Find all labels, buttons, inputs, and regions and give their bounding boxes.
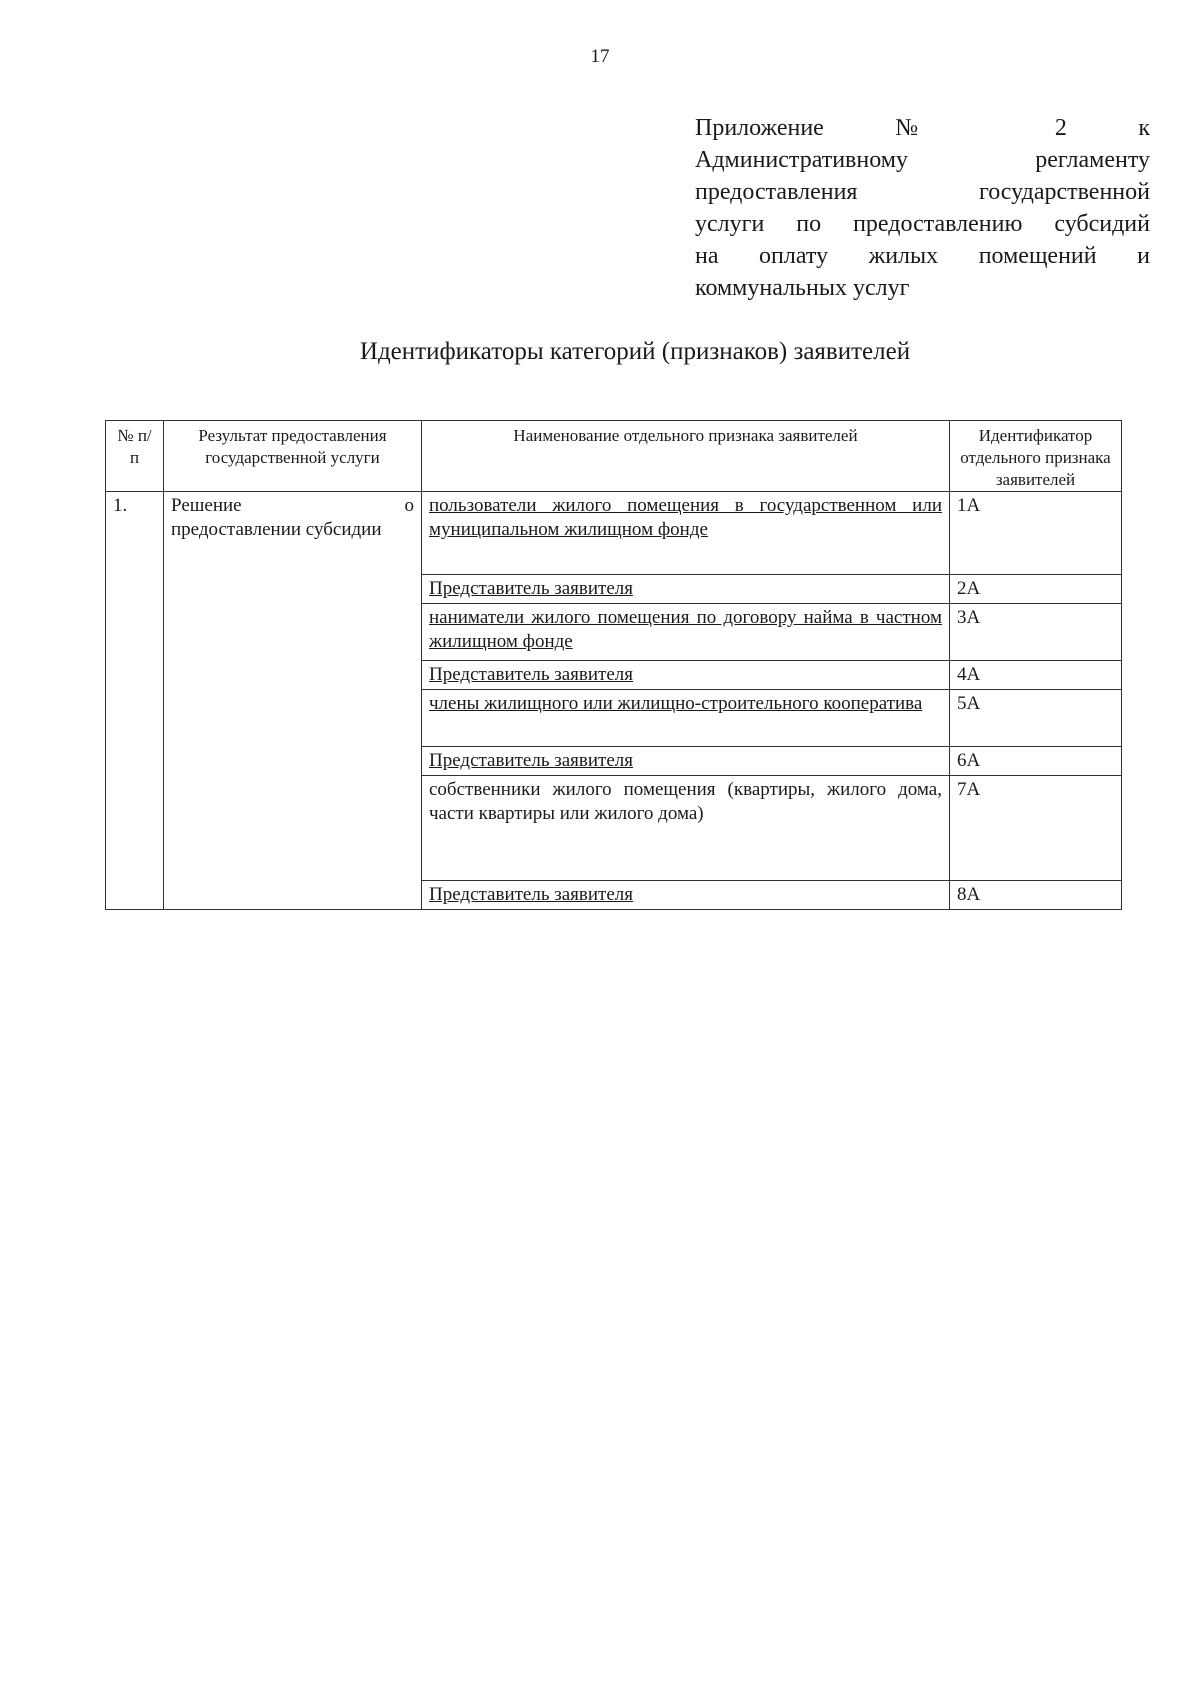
feature-id: 1А <box>950 492 1122 575</box>
feature-id: 3А <box>950 604 1122 661</box>
annex-line: услуги по предоставлению субсидий <box>695 211 1150 237</box>
feature-name-text: Представитель заявителя <box>429 664 634 685</box>
feature-name-text: члены жилищного или жилищно-строительного кооператива <box>429 693 923 714</box>
header-id: Идентификатор отдельного признака заявителей <box>950 421 1122 492</box>
annex-header <box>695 112 1150 304</box>
annex-line: Приложение № 2 к <box>695 115 1150 141</box>
document-title: Идентификаторы категорий (признаков) заявителей <box>359 338 911 365</box>
row-number: 1. <box>106 492 164 910</box>
service-result-rest: предоставлении субсидии <box>171 519 382 540</box>
feature-name <box>422 575 950 604</box>
feature-id: 4А <box>950 661 1122 690</box>
service-result-first-line: Решение о <box>171 495 414 516</box>
feature-name-text: Представитель заявителя <box>429 750 634 771</box>
table-header-row <box>106 421 1122 492</box>
feature-name <box>422 690 950 747</box>
feature-name <box>422 776 950 881</box>
feature-id: 7А <box>950 776 1122 881</box>
annex-line: коммунальных услуг <box>695 275 910 301</box>
feature-name-text: Представитель заявителя <box>429 578 634 599</box>
feature-name <box>422 661 950 690</box>
identifiers-table <box>105 420 1122 910</box>
feature-id: 6А <box>950 747 1122 776</box>
feature-name-text: Представитель заявителя <box>429 884 634 905</box>
feature-id: 2А <box>950 575 1122 604</box>
feature-id: 5А <box>950 690 1122 747</box>
feature-name-text: собственники жилого помещения (квартиры, жилого дома, части квартиры или жилого дома) <box>429 779 942 824</box>
feature-name <box>422 747 950 776</box>
annex-line: Административному регламенту <box>695 147 1150 173</box>
feature-name <box>422 492 950 575</box>
header-name: Наименование отдельного признака заявителей <box>422 421 950 492</box>
header-num: № п/п <box>106 421 164 492</box>
feature-name <box>422 604 950 661</box>
annex-line: предоставления государственной <box>695 179 1150 205</box>
annex-line: на оплату жилых помещений и <box>695 243 1150 269</box>
header-result: Результат предоставления государственной услуги <box>164 421 422 492</box>
service-result <box>164 492 422 910</box>
feature-name <box>422 881 950 910</box>
table-row <box>106 492 1122 575</box>
feature-name-text: наниматели жилого помещения по договору найма в частном жилищном фонде <box>429 607 942 652</box>
page-number: 17 <box>590 46 610 67</box>
feature-name-text: пользователи жилого помещения в государственном или муниципальном жилищном фонде <box>429 495 942 540</box>
feature-id: 8А <box>950 881 1122 910</box>
